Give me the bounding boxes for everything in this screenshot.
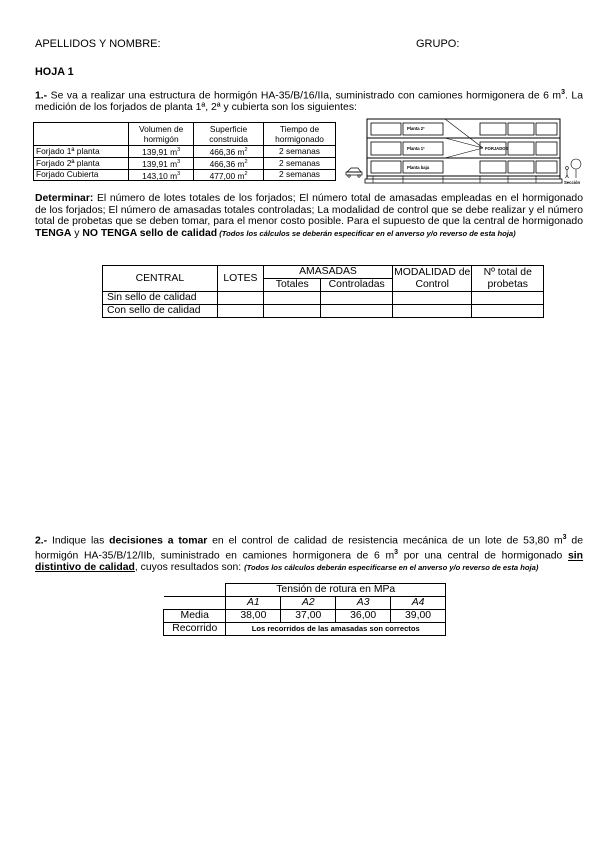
determinar-note: (Todos los cálculos se deberán especificar en el anverso y/o reverso de esta hoja) bbox=[217, 228, 516, 238]
cell-volume: 139,91 $m^3$ bbox=[129, 157, 194, 169]
col-a3: A3 bbox=[336, 597, 391, 610]
table-row bbox=[103, 292, 544, 305]
q2-note: (Todos los cálculos deberán especificarse en el anverso y/o reverso de esta hoja) bbox=[244, 563, 539, 573]
q1-intro-text-b: . La medición de los forjados de planta 1ª, 2ª y cubierta son los siguientes: bbox=[35, 90, 583, 114]
table-row bbox=[34, 157, 336, 169]
media-a4: 39,00 bbox=[391, 610, 446, 623]
media-a1: 38,00 bbox=[226, 610, 281, 623]
q1-number: 1.- bbox=[35, 90, 48, 102]
row-label: Forjado 2ª planta bbox=[34, 157, 129, 169]
table-row bbox=[164, 610, 446, 623]
media-a3: 36,00 bbox=[336, 610, 391, 623]
room-boxes bbox=[371, 123, 557, 173]
cell-time: 2 semanas bbox=[264, 146, 336, 158]
tree-icon bbox=[571, 159, 581, 178]
header-surface: Superficie construida bbox=[194, 123, 264, 146]
q1-intro-sup: 3 bbox=[561, 89, 565, 96]
label-forjados: FORJADOS bbox=[485, 146, 509, 151]
row-label: Forjado Cubierta bbox=[34, 169, 129, 181]
determinar-text: El número de lotes totales de los forjados; El número total de amasadas empleadas en el hormigonado de los forjados; El número de amasadas totales controladas; La modalidad de control que se debe realizar y el número total de probetas que se deben tomar, para el menor costo posible. Para el supuesto de que la central de hormigonado bbox=[35, 193, 583, 228]
q2-text-d: por una central de hormigonado bbox=[398, 550, 568, 562]
col-probetas: Nº total de probetas bbox=[472, 266, 544, 292]
sheet-title: HOJA 1 bbox=[35, 66, 74, 78]
tenga-word: TENGA bbox=[35, 227, 72, 239]
cell-volume: 143,10 $m^3$ bbox=[129, 169, 194, 181]
col-modalidad: MODALIDAD de Control bbox=[394, 266, 471, 290]
cell-time: 2 semanas bbox=[264, 157, 336, 169]
building-outline bbox=[367, 119, 560, 181]
row-recorrido: Recorrido bbox=[164, 623, 226, 636]
col-lotes: LOTES bbox=[217, 266, 263, 292]
q1-intro bbox=[35, 87, 583, 114]
q1-determinar bbox=[35, 193, 583, 239]
results-corner bbox=[164, 584, 226, 597]
q2-sup: 3 bbox=[394, 549, 399, 557]
answer-cell[interactable] bbox=[392, 292, 472, 305]
car-icon bbox=[346, 168, 362, 177]
col-amasadas: AMASADAS bbox=[264, 266, 393, 279]
label-plantabaja: Planta baja bbox=[407, 165, 430, 170]
q2-number: 2.- bbox=[35, 535, 48, 547]
q2-text bbox=[35, 532, 583, 574]
col-central: CENTRAL bbox=[103, 266, 218, 292]
table-corner bbox=[34, 123, 129, 146]
answer-cell[interactable] bbox=[392, 305, 472, 318]
q2-sin-distintivo: sin distintivo de calidad bbox=[35, 550, 584, 574]
cell-surface: 477,00 $m^2$ bbox=[194, 169, 264, 181]
forjados-data-table bbox=[33, 122, 336, 181]
building-section-diagram bbox=[343, 114, 586, 190]
results-corner bbox=[164, 597, 226, 610]
answer-cell[interactable] bbox=[217, 305, 263, 318]
y-word: y bbox=[71, 227, 83, 239]
label-planta1: Planta 1ª bbox=[407, 146, 425, 151]
determinar-label: Determinar: bbox=[35, 193, 94, 204]
header-volume: Volumen de hormigón bbox=[129, 123, 194, 146]
media-a2: 37,00 bbox=[281, 610, 336, 623]
cell-surface: 466,36 $m^2$ bbox=[194, 157, 264, 169]
label-seccion: Sección bbox=[564, 180, 581, 185]
answer-cell[interactable] bbox=[321, 305, 392, 318]
q2-text-b: en el control de calidad de resistencia mecánica de un lote de 53,80 m bbox=[207, 535, 563, 547]
no-tenga-phrase: NO TENGA sello de calidad bbox=[82, 227, 218, 239]
table-row bbox=[34, 169, 336, 181]
col-totales: Totales bbox=[264, 279, 321, 292]
col-a2: A2 bbox=[281, 597, 336, 610]
table-row bbox=[34, 146, 336, 158]
answer-cell[interactable] bbox=[321, 292, 392, 305]
label-planta2: Planta 2ª bbox=[407, 126, 425, 131]
cell-time: 2 semanas bbox=[264, 169, 336, 181]
recorrido-text: Los recorridos de las amasadas son correctos bbox=[226, 623, 446, 636]
q1-intro-text-a: Se va a realizar una estructura de hormigón HA-35/B/16/IIa, suministrado con camiones hormigonera de 6 m bbox=[47, 90, 562, 102]
answer-table bbox=[102, 265, 544, 318]
col-controladas: Controladas bbox=[321, 279, 392, 292]
table-row bbox=[164, 623, 446, 636]
q2-text-e: , cuyos resultados son: bbox=[134, 562, 245, 574]
answer-cell[interactable] bbox=[264, 305, 321, 318]
foundation bbox=[365, 179, 562, 183]
answer-cell[interactable] bbox=[264, 292, 321, 305]
col-a1: A1 bbox=[226, 597, 281, 610]
row-con-sello: Con sello de calidad bbox=[103, 305, 218, 318]
q2-text-a: Indique las bbox=[47, 535, 110, 547]
table-row bbox=[103, 305, 544, 318]
q2-decisiones: decisiones a tomar bbox=[109, 535, 208, 547]
answer-cell[interactable] bbox=[472, 305, 544, 318]
group-label: GRUPO: bbox=[416, 38, 460, 50]
answer-cell[interactable] bbox=[472, 292, 544, 305]
person-icon bbox=[566, 167, 569, 178]
header-time: Tiempo de hormigonado bbox=[264, 123, 336, 146]
results-title: Tensión de rotura en MPa bbox=[226, 584, 446, 597]
q2-sup: 3 bbox=[562, 534, 567, 541]
col-a4: A4 bbox=[391, 597, 446, 610]
answer-cell[interactable] bbox=[217, 292, 263, 305]
q2-text-c: de hormigón HA-35/B/12/IIb, suministrado en camiones hormigonera de 6 m bbox=[35, 535, 583, 562]
row-sin-sello: Sin sello de calidad bbox=[103, 292, 218, 305]
results-table bbox=[163, 583, 446, 636]
row-media: Media bbox=[164, 610, 226, 623]
name-label: APELLIDOS Y NOMBRE: bbox=[35, 38, 161, 50]
cell-surface: 466,36 $m^2$ bbox=[194, 146, 264, 158]
cell-volume: 139,91 $m^3$ bbox=[129, 146, 194, 158]
row-label: Forjado 1ª planta bbox=[34, 146, 129, 158]
